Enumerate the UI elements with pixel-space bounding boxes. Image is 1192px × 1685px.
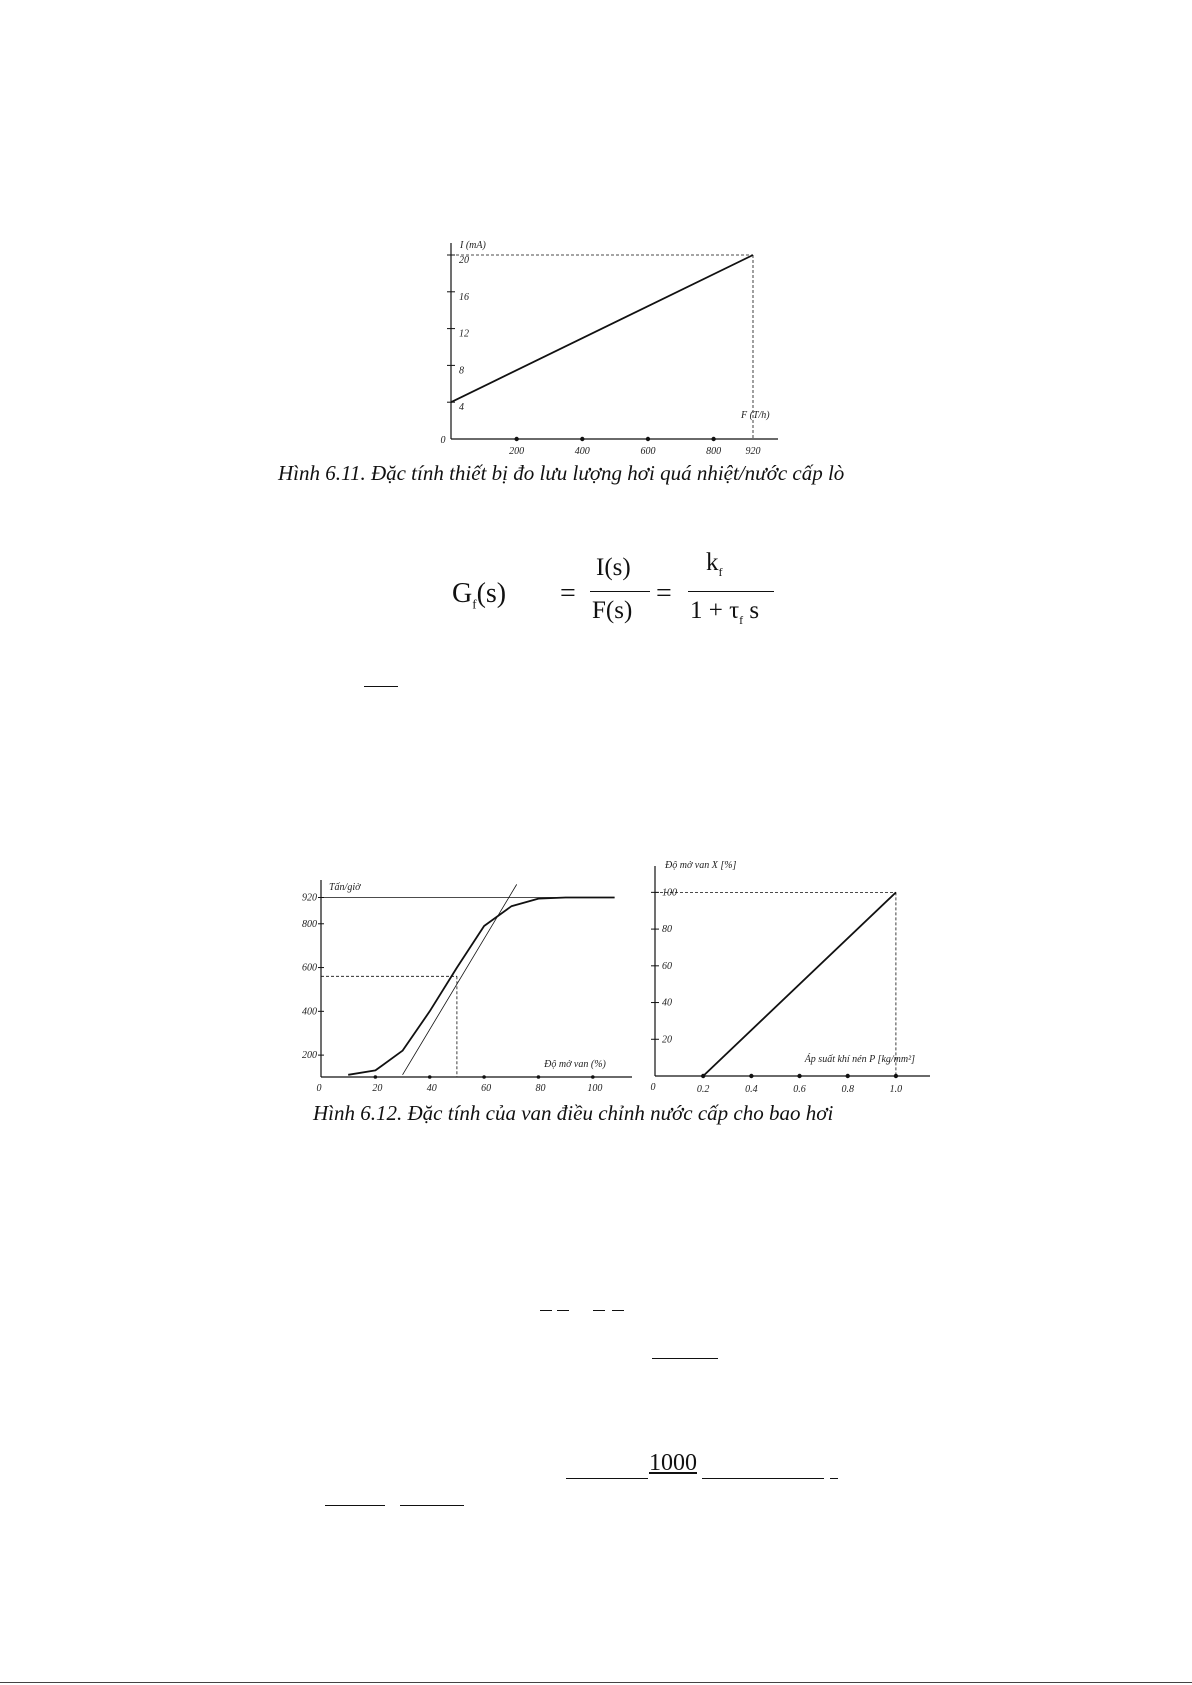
- x-tick-label: 0.4: [745, 1084, 758, 1095]
- x-tick-mark: [537, 1075, 541, 1079]
- eq-num-2-sub: f: [718, 565, 723, 579]
- formula-fragment-bar: [325, 1505, 385, 1506]
- x-tick-mark: [749, 1074, 753, 1078]
- x-tick-mark: [797, 1074, 801, 1078]
- eq-num-1: I(s): [596, 554, 631, 581]
- formula-fragment-bar: [540, 1310, 552, 1311]
- x-tick-label: 200: [509, 446, 525, 457]
- formula-fragment-bar: [566, 1478, 648, 1479]
- series-line: [703, 892, 896, 1076]
- origin-label: 0: [316, 1083, 322, 1094]
- eq-num-2-symbol: k: [706, 549, 719, 576]
- eq-den-1: F(s): [592, 597, 633, 624]
- x-axis-label: F (T/h): [741, 410, 770, 421]
- y-tick-label: 12: [459, 328, 469, 340]
- y-tick-label: 200: [302, 1050, 317, 1062]
- y-tick-label: 920: [302, 892, 317, 904]
- x-axis-label: Độ mở van (%): [544, 1059, 606, 1070]
- formula-fragment-bar: [400, 1505, 464, 1506]
- eq-equals-1: =: [560, 578, 576, 609]
- y-tick-label: 80: [662, 924, 672, 936]
- y-axis-label: Tấn/giờ: [329, 882, 361, 893]
- x-tick-label: 0.6: [793, 1084, 806, 1095]
- formula-value-1000: 1000: [649, 1450, 697, 1476]
- y-axis-label: Độ mở van X [%]: [665, 860, 737, 871]
- y-tick-label: 16: [459, 291, 469, 303]
- figure-6-12-caption: Hình 6.12. Đặc tính của van điều chỉnh nước cấp cho bao hơi: [313, 1101, 834, 1125]
- x-tick-label: 100: [587, 1083, 603, 1094]
- x-tick-label: 40: [426, 1083, 437, 1094]
- x-tick-mark: [482, 1075, 486, 1079]
- y-tick-label: 20: [459, 255, 469, 266]
- eq-den-2-b: s: [749, 597, 760, 624]
- x-tick-label: 0.8: [841, 1084, 854, 1095]
- y-tick-label: 20: [662, 1034, 672, 1046]
- x-tick-label: 60: [481, 1083, 492, 1094]
- tangent-line: [403, 884, 517, 1074]
- x-tick-label: 1.0: [889, 1084, 903, 1095]
- y-tick-label: 4: [459, 402, 464, 414]
- x-tick-mark: [374, 1075, 378, 1079]
- formula-fragment-bar: [652, 1358, 718, 1359]
- formula-fragment-bar: [593, 1310, 605, 1311]
- y-tick-label: 40: [662, 997, 672, 1009]
- formula-fragment-bar: [830, 1478, 838, 1479]
- x-tick-mark: [428, 1075, 432, 1079]
- x-tick-mark: [846, 1074, 850, 1078]
- x-tick-label: 920: [745, 446, 761, 457]
- x-tick-label: 600: [640, 446, 656, 457]
- eq-den-2-a: 1 + τ: [690, 597, 740, 624]
- formula-fragment-bar: [612, 1310, 624, 1311]
- y-tick-label: 100: [662, 887, 677, 899]
- x-axis-label: Áp suất khí nén P [kg/mm²]: [804, 1054, 915, 1065]
- eq-lhs-symbol: G: [452, 578, 473, 609]
- formula-fragment-bar: [557, 1310, 569, 1311]
- y-tick-label: 60: [662, 960, 672, 972]
- x-tick-label: 800: [706, 446, 722, 457]
- eq-equals-2: =: [656, 578, 672, 609]
- y-axis-label: I (mA): [460, 240, 486, 251]
- eq-lhs-arg: (s): [476, 578, 507, 609]
- y-tick-label: 800: [302, 918, 317, 930]
- x-tick-label: 400: [574, 446, 590, 457]
- x-tick-label: 20: [372, 1083, 383, 1094]
- y-tick-label: 400: [302, 1006, 317, 1018]
- series-s-curve: [348, 898, 614, 1075]
- x-tick-label: 80: [535, 1083, 546, 1094]
- eq-den-2-sub: f: [739, 613, 744, 627]
- y-tick-label: 600: [302, 962, 317, 974]
- x-tick-label: 0.2: [696, 1084, 710, 1095]
- figure-6-11-caption: Hình 6.11. Đặc tính thiết bị đo lưu lượng hơi quá nhiệt/nước cấp lò: [278, 461, 845, 485]
- page-bottom-rule: [0, 1682, 1192, 1683]
- origin-label: 0: [650, 1082, 656, 1093]
- eq-lhs-sub: f: [472, 596, 477, 612]
- formula-fragment-bar: [702, 1478, 824, 1479]
- origin-label: 0: [440, 435, 446, 446]
- y-tick-label: 8: [459, 365, 464, 377]
- x-tick-mark: [591, 1075, 595, 1079]
